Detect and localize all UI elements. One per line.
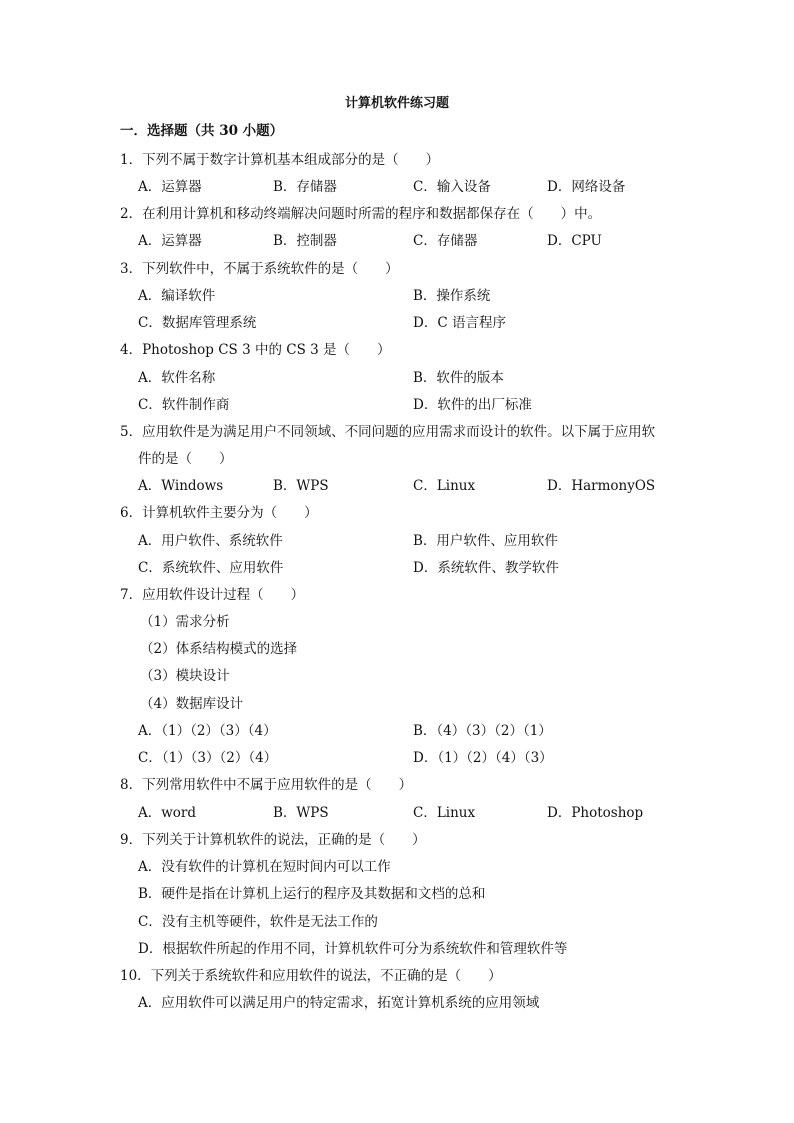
q1-option-b: B．存储器 — [273, 179, 337, 195]
q7-option-c: C．（1）（3）（2）（4） — [138, 750, 278, 766]
q3-option-a: A．编译软件 — [138, 288, 216, 304]
page-title: 计算机软件练习题 — [344, 96, 449, 111]
q6-option-d: D．系统软件、教学软件 — [413, 560, 559, 576]
q2-option-a: A．运算器 — [138, 233, 202, 249]
q8-option-a: A．word — [138, 805, 197, 821]
q8-option-c: C．Linux — [413, 805, 476, 821]
q5-option-d: D．HarmonyOS — [547, 478, 656, 494]
q9-option-b: B．硬件是指在计算机上运行的程序及其数据和文档的总和 — [138, 886, 486, 902]
q2-option-c: C．存储器 — [413, 233, 478, 249]
q3-option-c: C．数据库管理系统 — [138, 315, 257, 331]
q1-option-c: C．输入设备 — [413, 179, 491, 195]
q3-option-b: B．操作系统 — [413, 288, 491, 304]
question-9-stem: 9．下列关于计算机软件的说法，正确的是（ ） — [120, 832, 426, 848]
q6-option-b: B．用户软件、应用软件 — [413, 533, 558, 549]
q8-option-b: B．WPS — [273, 805, 329, 821]
question-8-stem: 8．下列常用软件中不属于应用软件的是（ ） — [120, 777, 413, 793]
q10-option-a: A．应用软件可以满足用户的特定需求，拓宽计算机系统的应用领域 — [138, 995, 540, 1011]
question-1-stem: 1．下列不属于数字计算机基本组成部分的是（ ） — [120, 152, 440, 168]
q2-option-b: B．控制器 — [273, 233, 337, 249]
q3-option-d: D．C 语言程序 — [413, 315, 506, 331]
q1-option-d: D．网络设备 — [547, 179, 626, 195]
q9-option-d: D．根据软件所起的作用不同，计算机软件可分为系统软件和管理软件等 — [138, 941, 568, 957]
q4-option-c: C．软件制作商 — [138, 397, 230, 413]
q7-option-b: B．（4）（3）（2）（1） — [413, 723, 552, 739]
question-3-stem: 3．下列软件中，不属于系统软件的是（ ） — [120, 261, 399, 277]
question-10-stem: 10．下列关于系统软件和应用软件的说法，不正确的是（ ） — [120, 968, 502, 984]
question-5-stem-cont: 件的是（ ） — [138, 451, 233, 467]
q7-option-a: A．（1）（2）（3）（4） — [138, 723, 277, 739]
q7-item-1: （1）需求分析 — [140, 614, 230, 630]
q7-item-4: （4）数据库设计 — [140, 696, 244, 712]
question-5-stem: 5．应用软件是为满足用户不同领域、不同问题的应用需求而设计的软件。以下属于应用软 — [120, 424, 656, 440]
question-2-stem: 2．在利用计算机和移动终端解决问题时所需的程序和数据都保存在（ ）中。 — [120, 206, 602, 222]
q6-option-c: C．系统软件、应用软件 — [138, 560, 284, 576]
q2-option-d: D．CPU — [547, 233, 602, 249]
q5-option-b: B．WPS — [273, 478, 329, 494]
q7-item-3: （3）模块设计 — [140, 668, 230, 684]
q5-option-c: C．Linux — [413, 478, 476, 494]
question-6-stem: 6．计算机软件主要分为（ ） — [120, 505, 318, 521]
question-4-stem: 4．Photoshop CS 3 中的 CS 3 是（ ） — [120, 342, 391, 358]
section-heading: 一．选择题（共 30 小题） — [120, 123, 284, 139]
q1-option-a: A．运算器 — [138, 179, 202, 195]
q9-option-a: A．没有软件的计算机在短时间内可以工作 — [138, 859, 391, 875]
q5-option-a: A．Windows — [138, 478, 224, 494]
question-7-stem: 7．应用软件设计过程（ ） — [120, 587, 305, 603]
q4-option-a: A．软件名称 — [138, 370, 216, 386]
q7-item-2: （2）体系结构模式的选择 — [140, 641, 298, 657]
q4-option-d: D．软件的出厂标准 — [413, 397, 532, 413]
q8-option-d: D．Photoshop — [547, 805, 644, 821]
q7-option-d: D．（1）（2）（4）（3） — [413, 750, 553, 766]
q6-option-a: A．用户软件、系统软件 — [138, 533, 283, 549]
q9-option-c: C．没有主机等硬件，软件是无法工作的 — [138, 914, 378, 930]
q4-option-b: B．软件的版本 — [413, 370, 504, 386]
